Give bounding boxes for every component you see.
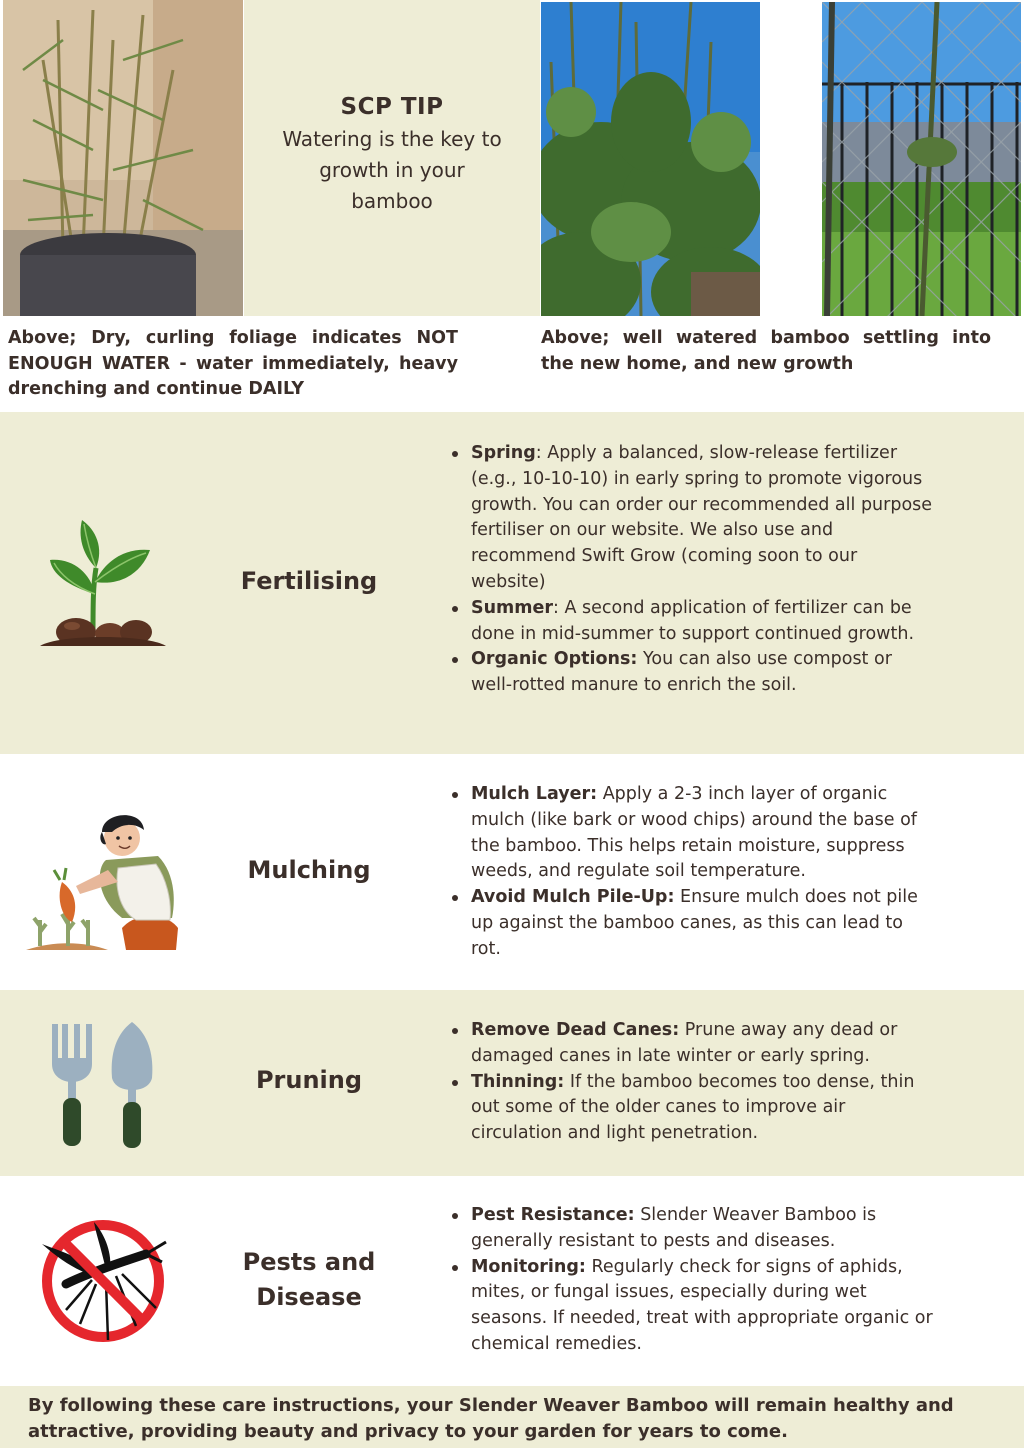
list-item xyxy=(447,1070,937,1147)
fence-bamboo-photo xyxy=(822,2,1021,316)
list-item-label: Summer xyxy=(471,597,554,618)
list-item xyxy=(447,782,937,885)
list-item-text: Slender Weaver Bamboo is generally resistant to pests and diseases. xyxy=(471,1205,877,1251)
list-item-label: Monitoring: xyxy=(471,1256,586,1277)
mulching-title: Mulching xyxy=(247,856,371,884)
garden-tools-icon xyxy=(48,1020,158,1148)
watered-bamboo-caption: Above; well watered bamboo settling into the new home, and new growth xyxy=(541,328,991,374)
list-item-text: Regularly check for signs of aphids, mites, or fungal issues, especially during wet seasons. If needed, treat with appropriate organic or chemical remedies. xyxy=(471,1256,933,1354)
mulching-list xyxy=(447,782,937,963)
pests-section xyxy=(0,1176,1024,1386)
list-item-text: Prune away any dead or damaged canes in late winter or early spring. xyxy=(471,1020,898,1066)
pests-list xyxy=(447,1203,937,1358)
plant-sprout-icon xyxy=(38,516,168,652)
tip-title: SCP TIP xyxy=(340,94,444,120)
list-item xyxy=(447,647,937,699)
list-item-text: Apply a balanced, slow-release fertilizer (e.g., 10-10-10) in early spring to promote vigorous growth. You can order our recommended all purpose fertiliser on our website. We also use and recommend Swift Grow (coming soon to our website) xyxy=(471,443,933,592)
list-item-label: Remove Dead Canes: xyxy=(471,1020,680,1040)
top-photo-strip xyxy=(0,0,1024,412)
list-item-label: Avoid Mulch Pile-Up: xyxy=(471,887,675,908)
list-item-label: Mulch Layer: xyxy=(471,784,598,804)
fertilising-title: Fertilising xyxy=(240,567,378,595)
list-item-label: Pest Resistance: xyxy=(471,1205,635,1225)
list-item-label: Organic Options: xyxy=(471,649,638,670)
dry-bamboo-caption: Above; Dry, curling foliage indicates NOT ENOUGH WATER - water immediately, heavy drenching and continue DAILY xyxy=(8,328,458,399)
list-item-text: A second application of fertilizer can be done in mid-summer to support continued growth. xyxy=(471,597,915,644)
pruning-list xyxy=(447,1018,937,1147)
list-item-text: Apply a 2-3 inch layer of organic mulch (like bark or wood chips) around the base of the bamboo. This helps retain moisture, suppress weeds, and regulate soil temperature. xyxy=(471,784,917,882)
list-item xyxy=(447,1203,937,1255)
pests-title: Pests and Disease xyxy=(242,1248,376,1311)
list-item: Summer: A second application of fertilizer can be done in mid-summer to support continued growth. xyxy=(447,596,937,648)
list-item xyxy=(447,1255,937,1358)
mulching-section xyxy=(0,754,1024,990)
fertilising-list xyxy=(447,441,937,699)
pruning-title: Pruning xyxy=(255,1066,363,1094)
watered-bamboo-photo xyxy=(541,2,760,316)
list-item-text: If the bamboo becomes too dense, thin out some of the older canes to improve air circulation and light penetration. xyxy=(471,1071,915,1144)
list-item xyxy=(447,1018,937,1070)
pruning-section xyxy=(0,990,1024,1176)
dry-bamboo-photo xyxy=(3,0,243,316)
footer-note: By following these care instructions, your Slender Weaver Bamboo will remain healthy and attractive, providing beauty and privacy to your garden for years to come. xyxy=(0,1386,1024,1448)
list-item-text: You can also use compost or well-rotted manure to enrich the soil. xyxy=(471,649,892,696)
scp-tip-box xyxy=(244,0,540,316)
list-item-text: Ensure mulch does not pile up against the bamboo canes, as this can lead to rot. xyxy=(471,887,918,959)
fertilising-section xyxy=(0,412,1024,754)
list-item: Spring: Apply a balanced, slow-release fertilizer (e.g., 10-10-10) in early spring to promote vigorous growth. You can order our recommended all purpose fertiliser on our website. We also use and recommend Swift Grow (coming soon to our website) xyxy=(447,441,937,596)
list-item-label: Thinning: xyxy=(471,1071,565,1092)
list-item-label: Spring xyxy=(471,443,536,463)
tip-text: Watering is the key to growth in your bamboo xyxy=(282,127,502,213)
list-item xyxy=(447,885,937,962)
no-mosquito-icon xyxy=(36,1214,170,1348)
gardener-icon xyxy=(26,808,182,954)
